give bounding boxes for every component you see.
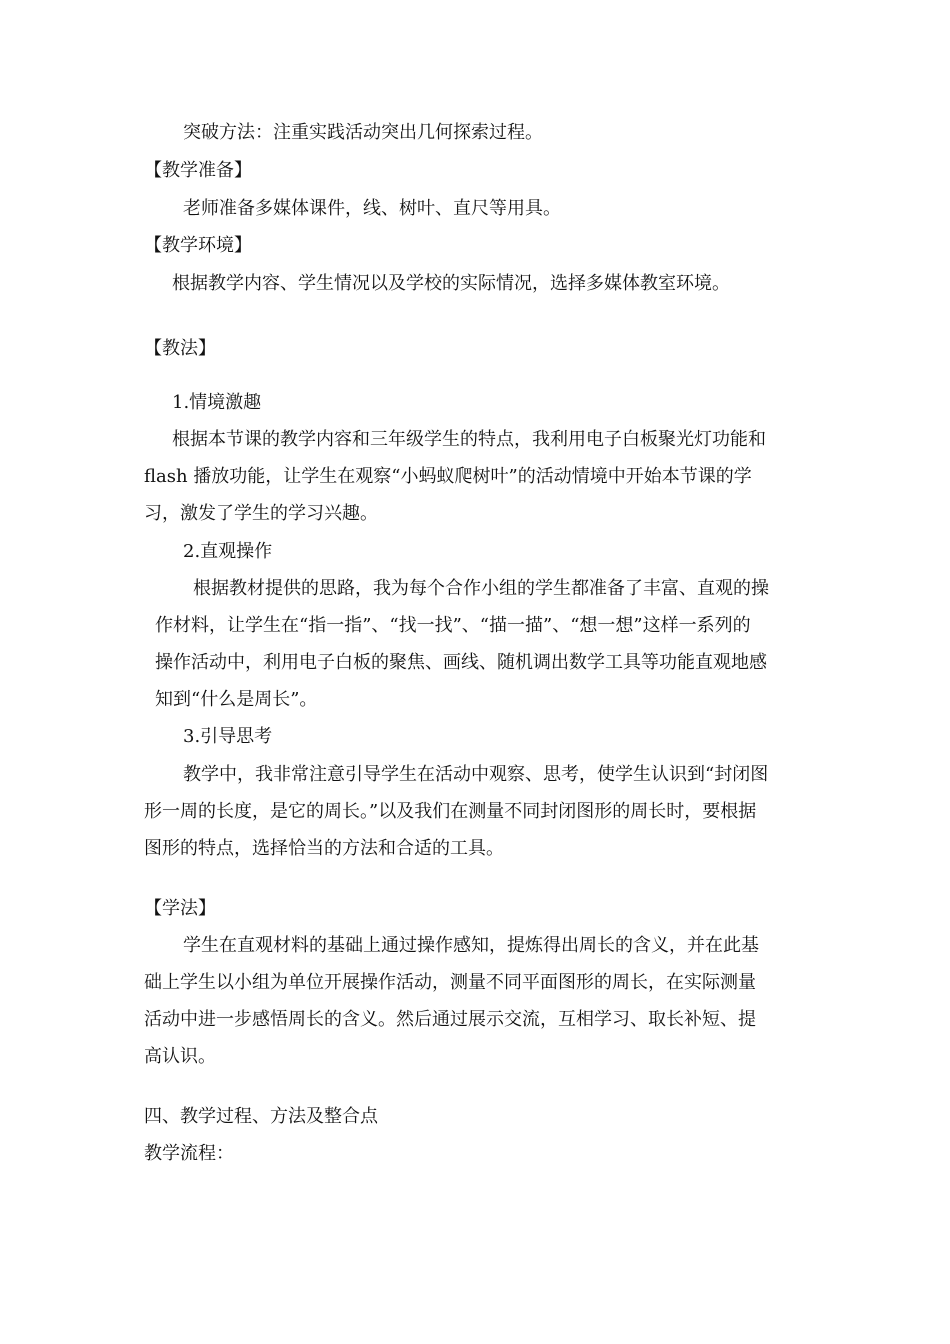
method-1-line: flash 播放功能，让学生在观察“小蚂蚁爬树叶”的活动情境中开始本节课的学 <box>144 466 752 487</box>
method-3-line: 图形的特点，选择恰当的方法和合适的工具。 <box>144 838 504 859</box>
method-1-line: 习，激发了学生的学习兴趣。 <box>144 503 378 524</box>
teaching-prep-heading: 【教学准备】 <box>144 160 252 181</box>
method-1-line: 根据本节课的教学内容和三年级学生的特点，我利用电子白板聚光灯功能和 <box>172 429 766 450</box>
teaching-env-text: 根据教学内容、学生情况以及学校的实际情况，选择多媒体教室环境。 <box>172 273 730 294</box>
method-2-line: 作材料，让学生在“指一指”、“找一找”、“描一描”、“想一想”这样一系列的 <box>155 615 751 636</box>
teaching-flow-label: 教学流程： <box>144 1143 234 1164</box>
learning-method-line: 高认识。 <box>144 1046 216 1067</box>
learning-method-heading: 【学法】 <box>144 898 216 919</box>
learning-method-line: 础上学生以小组为单位开展操作活动，测量不同平面图形的周长，在实际测量 <box>144 972 756 993</box>
learning-method-line: 学生在直观材料的基础上通过操作感知，提炼得出周长的含义，并在此基 <box>183 935 759 956</box>
method-2-line: 根据教材提供的思路，我为每个合作小组的学生都准备了丰富、直观的操 <box>193 578 769 599</box>
learning-method-line: 活动中进一步感悟周长的含义。然后通过展示交流，互相学习、取长补短、提 <box>144 1009 756 1030</box>
section-4-heading: 四、教学过程、方法及整合点 <box>144 1106 378 1127</box>
method-3-title: 3.引导思考 <box>183 726 273 747</box>
method-2-title: 2.直观操作 <box>183 541 273 562</box>
method-3-line: 形一周的长度，是它的周长。”以及我们在测量不同封闭图形的周长时，要根据 <box>144 801 757 822</box>
teaching-method-heading: 【教法】 <box>144 338 216 359</box>
breakthrough-method: 突破方法：注重实践活动突出几何探索过程。 <box>183 122 543 143</box>
method-3-line: 教学中，我非常注意引导学生在活动中观察、思考，使学生认识到“封闭图 <box>183 764 769 785</box>
method-1-title: 1.情境激趣 <box>172 392 262 413</box>
method-2-line: 操作活动中，利用电子白板的聚焦、画线、随机调出数学工具等功能直观地感 <box>155 652 767 673</box>
teaching-env-heading: 【教学环境】 <box>144 235 252 256</box>
method-2-line: 知到“什么是周长”。 <box>155 689 318 710</box>
teaching-prep-text: 老师准备多媒体课件，线、树叶、直尺等用具。 <box>183 198 561 219</box>
